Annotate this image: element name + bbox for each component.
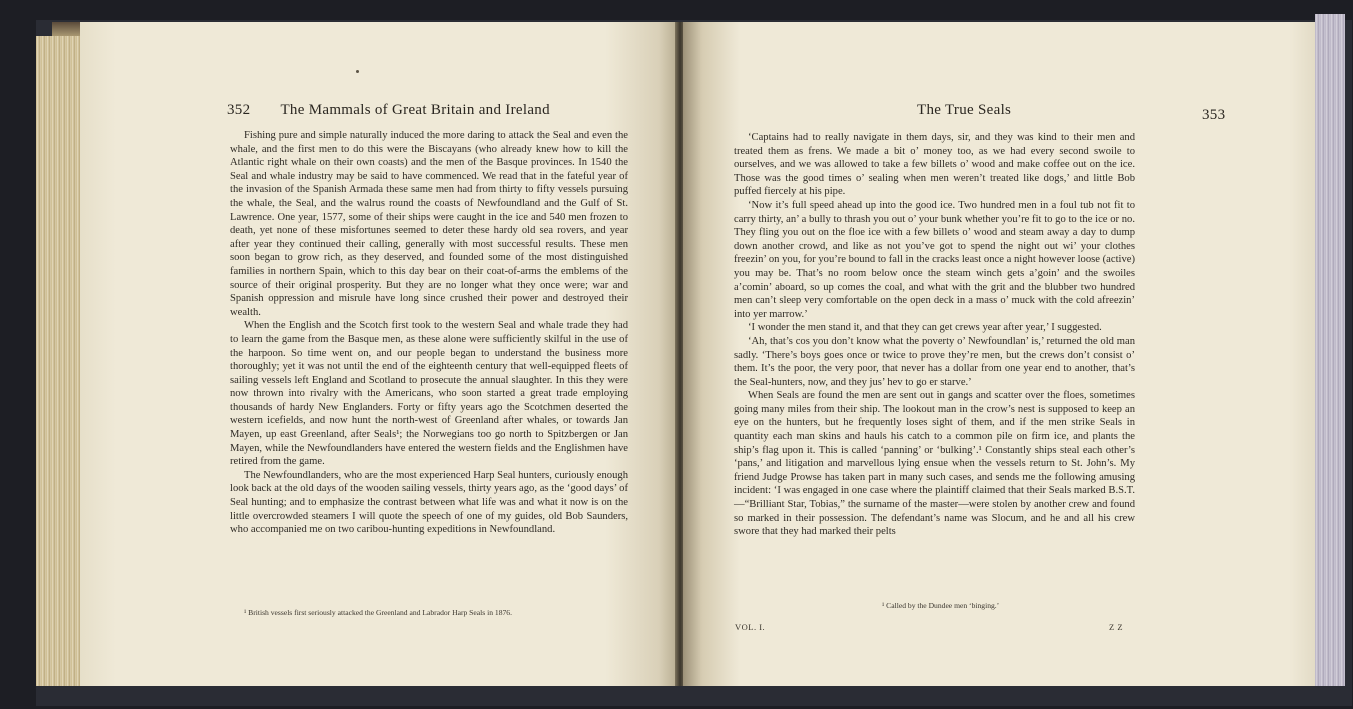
signature-mark: Z Z: [1109, 622, 1124, 632]
left-paragraph-3: The Newfoundlanders, who are the most experienced Harp Seal hunters, curiously enough look back at the old days of the wooden sailing vessels, thirty years ago, as the ‘good days’ of Seal hunting; and to emphasize the contrast between what life was and what it now is on the little overcrowded steamers I will quote the speech of one of my guides, old Bob Saunders, who accompanied me on two caribou-hunting expeditions in Newfoundland.: [230, 469, 628, 536]
left-running-head: The Mammals of Great Britain and Ireland: [280, 102, 550, 118]
left-page: [80, 22, 677, 686]
page-block-edge-right: [1315, 14, 1345, 686]
left-header: [227, 102, 627, 119]
right-paragraph-3: ‘I wonder the men stand it, and that they can get crews year after year,’ I suggested.: [748, 322, 1102, 334]
left-body-text: [230, 129, 628, 537]
right-paragraph-4: ‘Ah, that’s cos you don’t know what the poverty o’ Newfoundlan’ is,’ returned the old man sadly. ‘There’s boys goes once or twice to prove they’re men, but the crews don’t consist o’ them. It’s the poor, the very poor, that never has a dollar from one year end to another, that’s the Seal-hunters, now, and they jus’ hev to go er starve.’: [734, 335, 1135, 388]
print-speck: [356, 70, 359, 73]
right-running-head: The True Seals: [917, 102, 1012, 118]
left-page-number: 352: [227, 102, 251, 118]
right-header: [917, 102, 1257, 123]
left-footnote: ¹ British vessels first seriously attacked the Greenland and Labrador Harp Seals in 1876.: [244, 608, 512, 617]
right-footnote: ¹ Called by the Dundee men ‘binging.’: [882, 601, 1000, 610]
right-paragraph-1: ‘Captains had to really navigate in them days, sir, and they was kind to their men and treated them as frens. We made a bit o’ money too, as we had every second swoile to ourselves, and we was allowed to take a few billets o’ wood and make coffee out on the ice. Those was the good times o’ sealing when men weren’t treated like dogs,’ and little Bob puffed fiercely at his pipe.: [734, 132, 1135, 198]
signature-volume: VOL. I.: [735, 622, 766, 632]
right-paragraph-5: When Seals are found the men are sent out in gangs and scatter over the floes, sometimes going many miles from their ship. The lookout man in the crow’s nest is supposed to keep an eye on the hunters, but he frequently loses sight of them, and if the men strike Seals in quantity each man skins and hauls his catch to a common pile on firm ice, and plants the ship’s flag upon it. This is called ‘panning’ or ‘bulking’.¹ Constantly ships steal each other’s ‘pans,’ and litigation and marvellous lying ensue when the vessels return to St. John’s. My friend Judge Prowse has taken part in many such cases, and sends me the following amusing incident: ‘I was engaged in one case where the plaintiff claimed that their Seals marked B.S.T.—“Brilliant Star, Tobias,” the surname of the master—were stolen by another crew and found so marked in their possession. The defendant’s name was Slocum, and he and all his crew swore that they had marked their pelts: [734, 390, 1135, 538]
right-page: [683, 22, 1315, 686]
left-paragraph-1: Fishing pure and simple naturally induced the more daring to attack the Seal and even the whale, and the first men to do this were the Biscayans (who already knew how to kill the Atlantic right whale on their own coasts) and the men of the Basque provinces. In 1540 the Seal and whale industry may be said to have commenced. We read that in the fateful year of the invasion of the Spanish Armada these same men had from thirty to fifty vessels pursuing the whale, the Seal, and the walrus round the coasts of Newfoundland and the Gulf of St. Lawrence. One year, 1577, some of their ships were caught in the ice and 540 men frozen to death, yet none of these misfortunes seemed to deter these hardy old sea rovers, and year after year they continued their calling, generally with most successful results. These men soon began to grow rich, as they deserved, and founded some of the most distinguished families in northern Spain, which to this day bear on their coat-of-arms the emblems of the source of their original prosperity. But they are no longer what they once were; war and Spanish oppression and misrule have long since crushed their power and destroyed their wealth.: [230, 130, 628, 318]
right-body-text: [734, 131, 1135, 539]
right-page-number: 353: [1202, 107, 1226, 123]
left-paragraph-2: When the English and the Scotch first took to the western Seal and whale trade they had to learn the game from the Basque men, as these alone were sufficiently skilful in the use of the harpoon. So time went on, and our people began to understand the business more thoroughly; yet it was not until the end of the eighteenth century that well-equipped fleets of sailing vessels left England and Scotland to prosecute the annual slaughter. In this they were now thrown into rivalry with the Americans, who soon started a great trade employing thousands of hardy New Englanders. Forty or fifty years ago the Scotchmen deserted the western icefields, and now hunt the north-west of Greenland after whales, or towards Jan Mayen, up east Greenland, after Seals¹; the Norwegians too go north to Spitzbergen or Jan Mayen, while the Newfoundlanders have entered the western fields and the Englishmen have retired from the game.: [230, 320, 628, 468]
page-block-edge-left: [36, 36, 82, 686]
right-paragraph-2: ‘Now it’s full speed ahead up into the good ice. Two hundred men in a foul tub not fit to carry thirty, an’ a bully to thrash you out o’ your bunk whether you’re fit to go to the ice or no. They fling you out on the floe ice with a few billets o’ wood and steam away a day to dump down another crowd, and like as not you’ve got to spend the night out wi’ your clothes freezin’ on you, for you’re bound to fall in the cracks least once a night however loose (active) you may be. That’s no room below once the steam winch gets a’goin’ and the swoiles a’comin’ aboard, so up comes the coal, and what with the grit and the blubber two hundred men can’t sleep very comfortable on the open deck in a mass o’ muck with the cold afreezin’ into yer marrow.’: [734, 199, 1135, 320]
